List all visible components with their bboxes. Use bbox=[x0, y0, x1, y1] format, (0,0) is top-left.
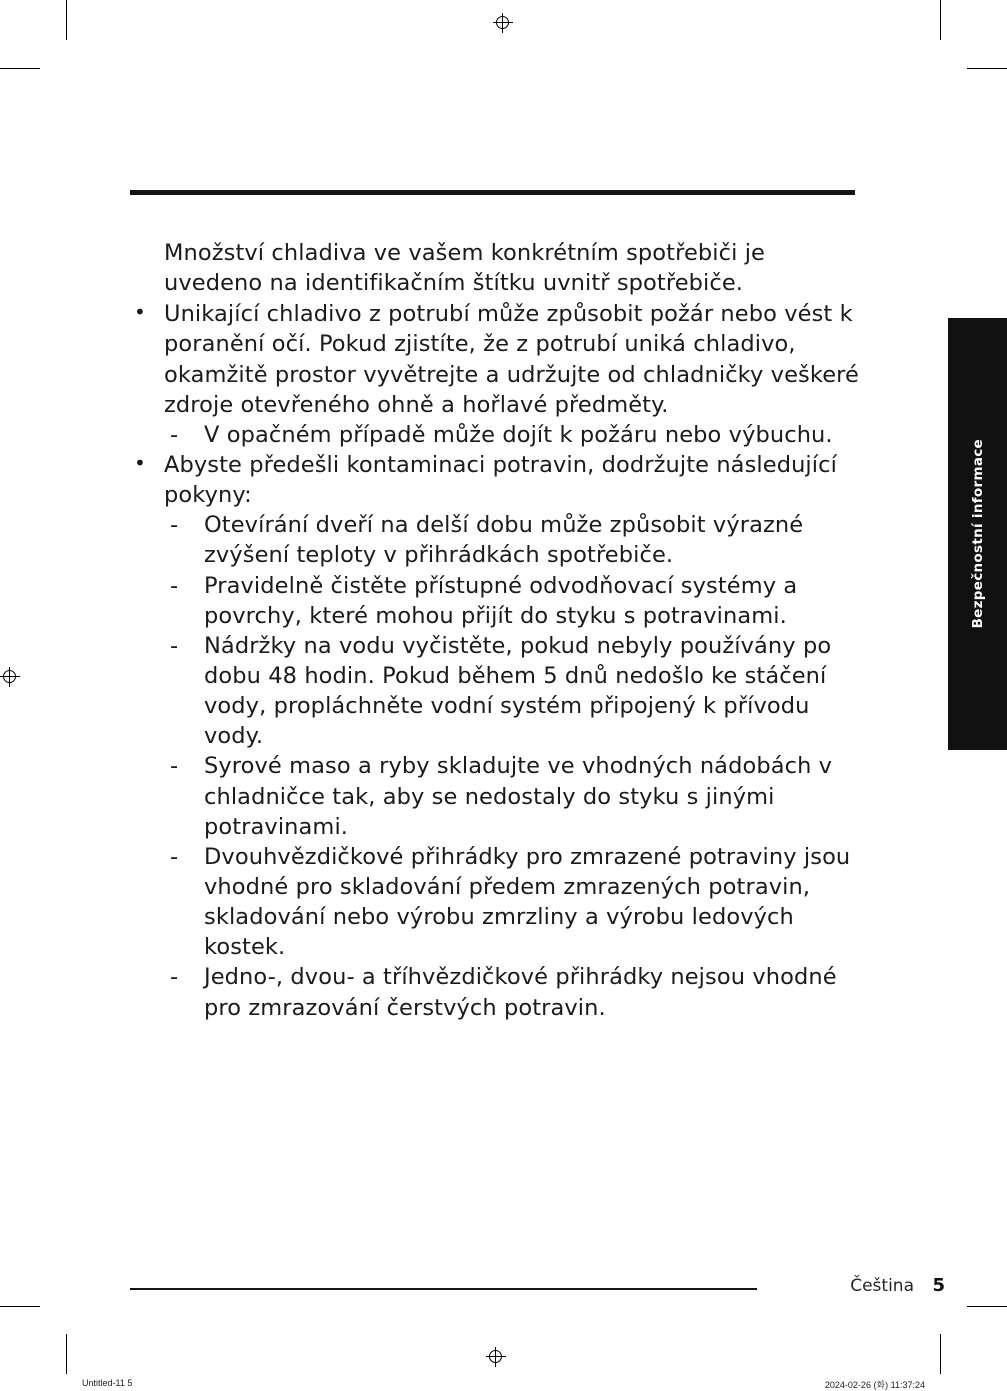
dash-glyph: - bbox=[170, 512, 179, 539]
sub-list-item bbox=[164, 962, 870, 1022]
sub-list-item-text: V opačném případě může dojít k požáru nebo výbuchu. bbox=[204, 421, 833, 448]
sub-list-item bbox=[164, 842, 870, 963]
registration-circle bbox=[489, 1350, 502, 1363]
footer-rule bbox=[130, 1288, 757, 1290]
dash-glyph: - bbox=[170, 964, 179, 991]
dash-glyph: - bbox=[170, 843, 179, 870]
registration-mark-top bbox=[493, 13, 513, 33]
page-content bbox=[130, 238, 870, 1023]
sub-list-item bbox=[164, 510, 870, 570]
registration-mark-left bbox=[0, 667, 20, 687]
print-slug-left: Untitled-11 5 bbox=[82, 1378, 133, 1388]
sub-list-item-text: Pravidelně čistěte přístupné odvodňovací systémy a povrchy, které mohou přijít do styku s potravinami. bbox=[204, 572, 798, 629]
dash-glyph: - bbox=[170, 421, 179, 448]
list-item bbox=[130, 450, 870, 1023]
crop-mark-left-bottom bbox=[0, 1306, 40, 1307]
sub-list-item-text: Jedno-, dvou- a tříhvězdičkové přihrádky nejsou vhodné pro zmrazování čerstvých potravin. bbox=[204, 964, 837, 1021]
crop-mark-bottom-left bbox=[66, 1334, 67, 1374]
safety-list bbox=[130, 299, 870, 1022]
footer-language: Čeština bbox=[850, 1276, 914, 1296]
intro-paragraph: Množství chladiva ve vašem konkrétním spotřebiči je uvedeno na identifikačním štítku uvnitř spotřebiče. bbox=[164, 240, 765, 297]
sub-list bbox=[164, 420, 870, 450]
sub-list-item bbox=[164, 420, 870, 450]
sub-list-item bbox=[164, 751, 870, 841]
registration-circle bbox=[496, 16, 509, 29]
section-rule bbox=[130, 190, 855, 195]
registration-circle bbox=[3, 670, 16, 683]
registration-mark-bottom bbox=[486, 1347, 506, 1367]
sub-list-item-text: Nádržky na vodu vyčistěte, pokud nebyly používány po dobu 48 hodin. Pokud během 5 dnů nedošlo ke stáčení vody, propláchněte vodní systém připojený k přívodu vody. bbox=[204, 632, 832, 750]
list-item-text: Unikající chladivo z potrubí může způsobit požár nebo vést k poranění očí. Pokud zjistíte, že z potrubí uniká chladivo, okamžitě prostor vyvětrejte a udržujte od chladničky veškeré zdroje otevřeného ohně a hořlavé předměty. bbox=[164, 301, 859, 418]
sub-list bbox=[164, 510, 870, 1022]
bullet-glyph: • bbox=[134, 450, 146, 475]
list-item-text: Abyste předešli kontaminaci potravin, dodržujte následující pokyny: bbox=[164, 451, 837, 509]
dash-glyph: - bbox=[170, 753, 179, 780]
crop-mark-top-right bbox=[940, 0, 941, 40]
sub-list-item bbox=[164, 571, 870, 631]
sub-list-item bbox=[164, 631, 870, 752]
print-slug-right: 2024-02-26 (화) 11:37:24 bbox=[824, 1380, 925, 1390]
sub-list-item-text: Syrové maso a ryby skladujte ve vhodných nádobách v chladničce tak, aby se nedostaly do styku s jinými potravinami. bbox=[204, 753, 833, 840]
side-tab-safety-information bbox=[948, 318, 1007, 750]
sub-list-item-text: Dvouhvězdičkové přihrádky pro zmrazené potraviny jsou vhodné pro skladování předem zmrazených potravin, skladování nebo výrobu zmrzliny a výrobu ledových kostek. bbox=[204, 843, 851, 961]
bullet-glyph: • bbox=[134, 300, 146, 325]
dash-glyph: - bbox=[170, 572, 179, 599]
crop-mark-right-top bbox=[967, 68, 1007, 69]
crop-mark-bottom-right bbox=[940, 1334, 941, 1374]
crop-mark-left-top bbox=[0, 68, 40, 69]
list-item bbox=[130, 299, 870, 450]
side-tab-label: Bezpečnostní informace bbox=[969, 439, 986, 629]
dash-glyph: - bbox=[170, 632, 179, 659]
page-number: 5 bbox=[932, 1275, 945, 1296]
crop-mark-right-bottom bbox=[967, 1306, 1007, 1307]
sub-list-item-text: Otevírání dveří na delší dobu může způsobit výrazné zvýšení teploty v přihrádkách spotřebiče. bbox=[204, 512, 804, 569]
crop-mark-top-left bbox=[66, 0, 67, 40]
